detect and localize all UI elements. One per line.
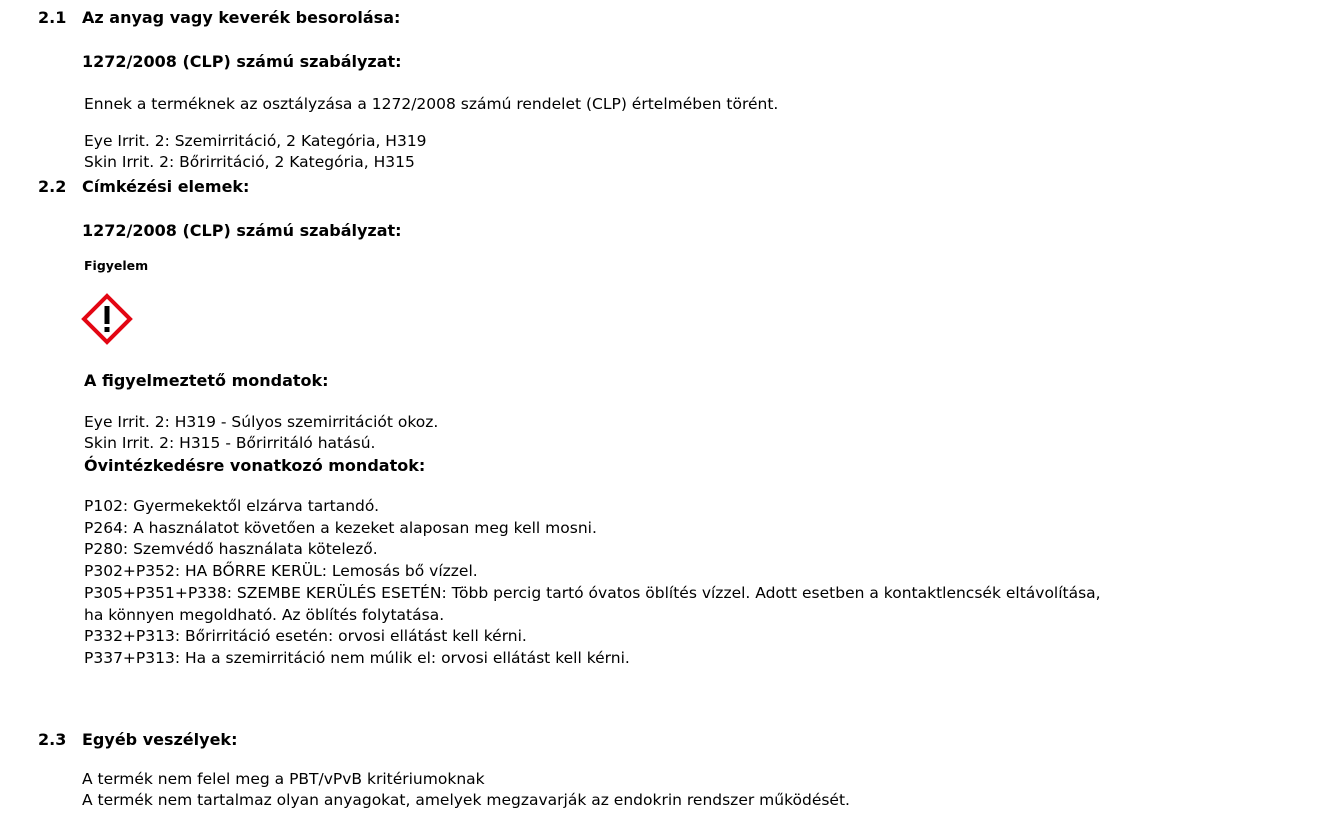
precautionary-statement: P264: A használatot követően a kezeket alaposan meg kell mosni. xyxy=(84,518,597,537)
classification-item: Skin Irrit. 2: Bőrirritáció, 2 Kategória, H315 xyxy=(84,153,415,171)
other-hazard-line: A termék nem tartalmaz olyan anyagokat, amelyek megzavarják az endokrin rendszer működését. xyxy=(82,791,850,809)
hazard-statements-list xyxy=(84,412,438,454)
precautionary-statement: P332+P313: Bőrirritáció esetén: orvosi ellátást kell kérni. xyxy=(84,627,527,646)
section-2-2-number: 2.2 xyxy=(38,177,67,196)
section-2-1-intro: Ennek a terméknek az osztályzása a 1272/2008 számú rendelet (CLP) értelmében törént. xyxy=(84,95,779,113)
section-2-2-subtitle: 1272/2008 (CLP) számú szabályzat: xyxy=(82,221,402,240)
section-2-1-title: Az anyag vagy keverék besorolása: xyxy=(82,8,401,27)
section-2-1-classification-list xyxy=(84,131,427,173)
other-hazard-line: A termék nem felel meg a PBT/vPvB kritériumoknak xyxy=(82,770,485,788)
hazard-statements-heading: A figyelmeztető mondatok: xyxy=(84,371,329,390)
precautionary-statement: P305+P351+P338: SZEMBE KERÜLÉS ESETÉN: Több percig tartó óvatos öblítés vízzel. Adott esetben a kontaktlencsék eltávolítása, xyxy=(84,583,1101,602)
hazard-statement: Eye Irrit. 2: H319 - Súlyos szemirritációt okoz. xyxy=(84,413,439,431)
hazard-statement: Skin Irrit. 2: H315 - Bőrirritáló hatású. xyxy=(84,434,376,452)
exclamation-mark-ghs-icon xyxy=(81,293,133,345)
section-2-3-lines xyxy=(82,769,850,811)
precautionary-statement: P102: Gyermekektől elzárva tartandó. xyxy=(84,497,380,515)
section-2-1-subtitle: 1272/2008 (CLP) számú szabályzat: xyxy=(82,52,402,71)
precautionary-statement: P337+P313: Ha a szemirritáció nem múlik el: orvosi ellátást kell kérni. xyxy=(84,648,630,667)
precautionary-statements-list xyxy=(84,496,1101,670)
signal-word: Figyelem xyxy=(84,258,149,273)
section-2-3-title: Egyéb veszélyek: xyxy=(82,730,238,749)
precautionary-statement: P302+P352: HA BŐRRE KERÜL: Lemosás bő vízzel. xyxy=(84,562,478,581)
section-2-3-number: 2.3 xyxy=(38,730,67,749)
section-2-1-number: 2.1 xyxy=(38,8,67,27)
section-2-2-title: Címkézési elemek: xyxy=(82,177,250,196)
classification-item: Eye Irrit. 2: Szemirritáció, 2 Kategória, H319 xyxy=(84,132,427,150)
precautionary-statement: ha könnyen megoldható. Az öblítés folytatása. xyxy=(84,605,445,624)
precautionary-statement: P280: Szemvédő használata kötelező. xyxy=(84,540,378,559)
precautionary-statements-heading: Óvintézkedésre vonatkozó mondatok: xyxy=(84,456,426,475)
